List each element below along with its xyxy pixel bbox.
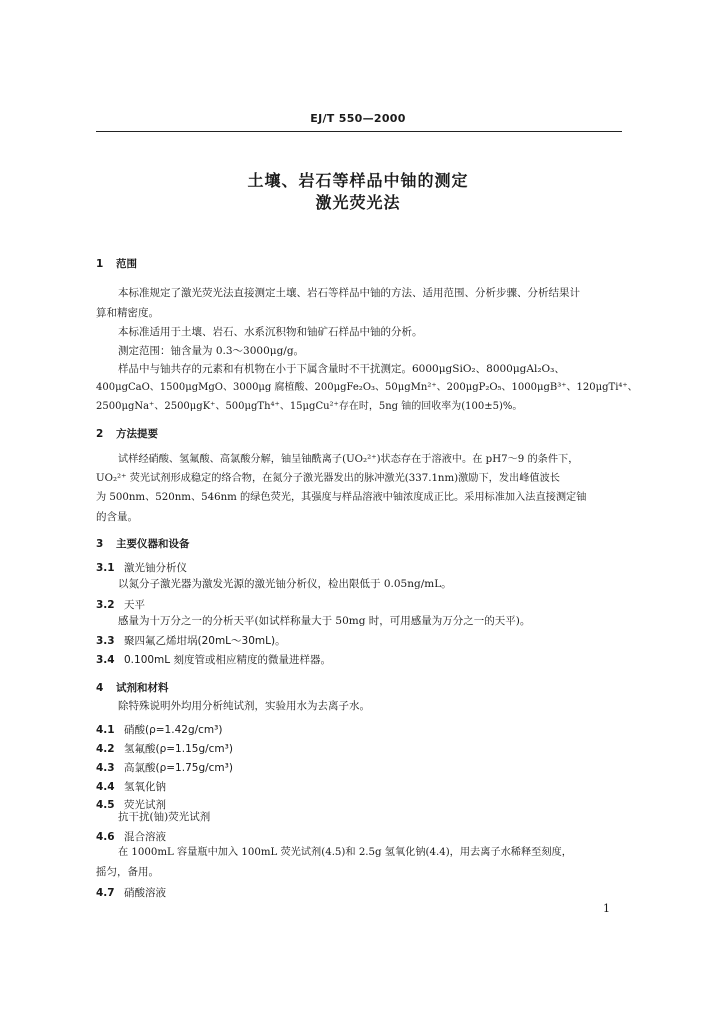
item-4-5-desc: 抗干扰(铀)荧光试剂	[118, 811, 211, 823]
item-4-1	[96, 722, 222, 737]
item-number: 3.3	[96, 635, 115, 647]
item-4-3	[96, 760, 233, 775]
document-subtitle: 激光荧光法	[315, 193, 401, 212]
item-number: 4.4	[96, 781, 115, 793]
s1-paragraph-2: 本标准适用于土壤、岩石、水系沉积物和铀矿石样品中铀的分析。	[118, 326, 423, 338]
item-4-7	[96, 885, 166, 900]
section-number: 2	[96, 428, 104, 440]
item-number: 3.4	[96, 654, 115, 666]
s1-paragraph-4b: 400μgCaO、1500μgMgO、3000μg 腐植酸、200μgFe₂O₃、50μgMn²⁺、200μgP₂O₅、1000μgB³⁺、120μgTi⁴⁺、	[96, 382, 638, 393]
item-3-1	[96, 560, 187, 575]
s1-paragraph-1b: 算和精密度。	[96, 307, 159, 319]
item-title: 高氯酸(ρ=1.75g/cm³)	[124, 762, 233, 774]
item-number: 3.2	[96, 599, 115, 611]
item-title: 氢氟酸(ρ=1.15g/cm³)	[124, 743, 233, 755]
item-title: 硝酸溶液	[124, 887, 166, 899]
item-4-2	[96, 741, 233, 756]
section-title: 试剂和材料	[116, 682, 169, 694]
section-number: 1	[96, 258, 104, 270]
section-title: 范围	[116, 258, 137, 270]
item-number: 4.2	[96, 743, 115, 755]
section-title: 方法提要	[116, 428, 158, 440]
section-2-heading	[96, 426, 158, 441]
item-title: 天平	[124, 599, 145, 611]
s4-intro: 除特殊说明外均用分析纯试剂，实验用水为去离子水。	[118, 700, 370, 712]
item-title: 氢氧化钠	[124, 781, 166, 793]
s2-line-2: UO₂²⁺ 荧光试剂形成稳定的络合物，在氮分子激光器发出的脉冲激光(337.1nm)激励下，发出峰值波长	[96, 473, 560, 484]
item-title: 荧光试剂	[124, 799, 166, 811]
item-3-2	[96, 597, 145, 612]
item-number: 4.3	[96, 762, 115, 774]
section-number: 4	[96, 682, 104, 694]
s1-paragraph-4c: 2500μgNa⁺、2500μgK⁺、500μgTh⁴⁺、15μgCu²⁺存在时，5ng 铀的回收率为(100±5)%。	[96, 401, 523, 412]
item-number: 3.1	[96, 562, 115, 574]
item-4-6-line-2: 摇匀，备用。	[96, 866, 159, 878]
item-3-4	[96, 652, 331, 667]
header-rule	[96, 131, 622, 132]
item-title: 硝酸(ρ=1.42g/cm³)	[124, 724, 223, 736]
section-4-heading	[96, 680, 169, 695]
section-1-heading	[96, 256, 137, 271]
section-number: 3	[96, 538, 104, 550]
section-title: 主要仪器和设备	[116, 538, 190, 550]
section-3-heading	[96, 536, 190, 551]
s2-line-1: 试样经硝酸、氢氟酸、高氯酸分解，铀呈铀酰离子(UO₂²⁺)状态存在于溶液中。在 pH7～9 的条件下，	[118, 454, 579, 465]
item-3-1-desc: 以氮分子激光器为激发光源的激光铀分析仪，检出限低于 0.05ng/mL。	[118, 578, 452, 590]
item-number: 4.7	[96, 887, 115, 899]
page-number: 1	[603, 902, 610, 915]
s1-paragraph-1a: 本标准规定了激光荧光法直接测定土壤、岩石等样品中铀的方法、适用范围、分析步骤、分析结果计	[118, 287, 580, 299]
document-title: 土壤、岩石等样品中铀的测定	[247, 171, 469, 190]
item-3-2-desc: 感量为十万分之一的分析天平(如试样称量大于 50mg 时，可用感量为万分之一的天平)。	[118, 615, 531, 627]
item-4-4	[96, 779, 166, 794]
item-number: 4.1	[96, 724, 115, 736]
item-3-3	[96, 633, 286, 648]
item-title: 混合溶液	[124, 831, 166, 843]
item-title: 激光铀分析仪	[124, 562, 187, 574]
standard-code: EJ/T 550—2000	[310, 112, 406, 125]
item-title: 聚四氟乙烯坩埚(20mL～30mL)。	[124, 635, 286, 647]
item-number: 4.6	[96, 831, 115, 843]
s2-line-3: 为 500nm、520nm、546nm 的绿色荧光，其强度与样品溶液中铀浓度成正比。采用标准加入法直接测定铀	[96, 492, 587, 503]
item-4-6-line-1: 在 1000mL 容量瓶中加入 100mL 荧光试剂(4.5)和 2.5g 氢氧化钠(4.4)，用去离子水稀释至刻度，	[118, 847, 572, 858]
item-4-6	[96, 829, 166, 844]
item-title: 0.100mL 刻度管或相应精度的微量进样器。	[124, 654, 331, 666]
s2-line-4: 的含量。	[96, 511, 138, 523]
s1-paragraph-3: 测定范围：铀含量为 0.3～3000μg/g。	[118, 345, 305, 357]
s1-paragraph-4a: 样品中与铀共存的元素和有机物在小于下属含量时不干扰测定。6000μgSiO₂、8000μgAl₂O₃、	[118, 363, 565, 375]
item-number: 4.5	[96, 799, 115, 811]
